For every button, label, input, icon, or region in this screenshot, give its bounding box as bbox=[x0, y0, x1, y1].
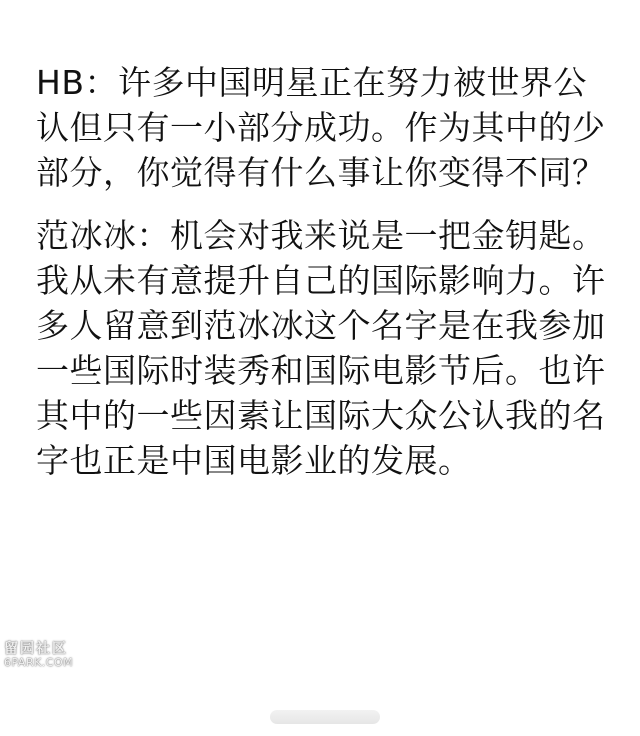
question-paragraph: HB：许多中国明星正在努力被世界公认但只有一小部分成功。作为其中的少部分，你觉得有什么事让你变得不同？ bbox=[36, 63, 606, 192]
watermark-chinese: 留园社区 bbox=[4, 641, 68, 657]
site-watermark bbox=[4, 642, 73, 670]
answer-paragraph: 范冰冰：机会对我来说是一把金钥匙。我从未有意提升自己的国际影响力。许多人留意到范冰冰这个名字是在我参加一些国际时装秀和国际电影节后。也许其中的一些因素让国际大众公认我的名字也正是中国电影业的发展。 bbox=[36, 216, 606, 480]
interview-text bbox=[36, 60, 616, 483]
watermark-english: 6PARK.COM bbox=[4, 656, 74, 669]
bottom-placeholder-bar bbox=[270, 710, 380, 724]
